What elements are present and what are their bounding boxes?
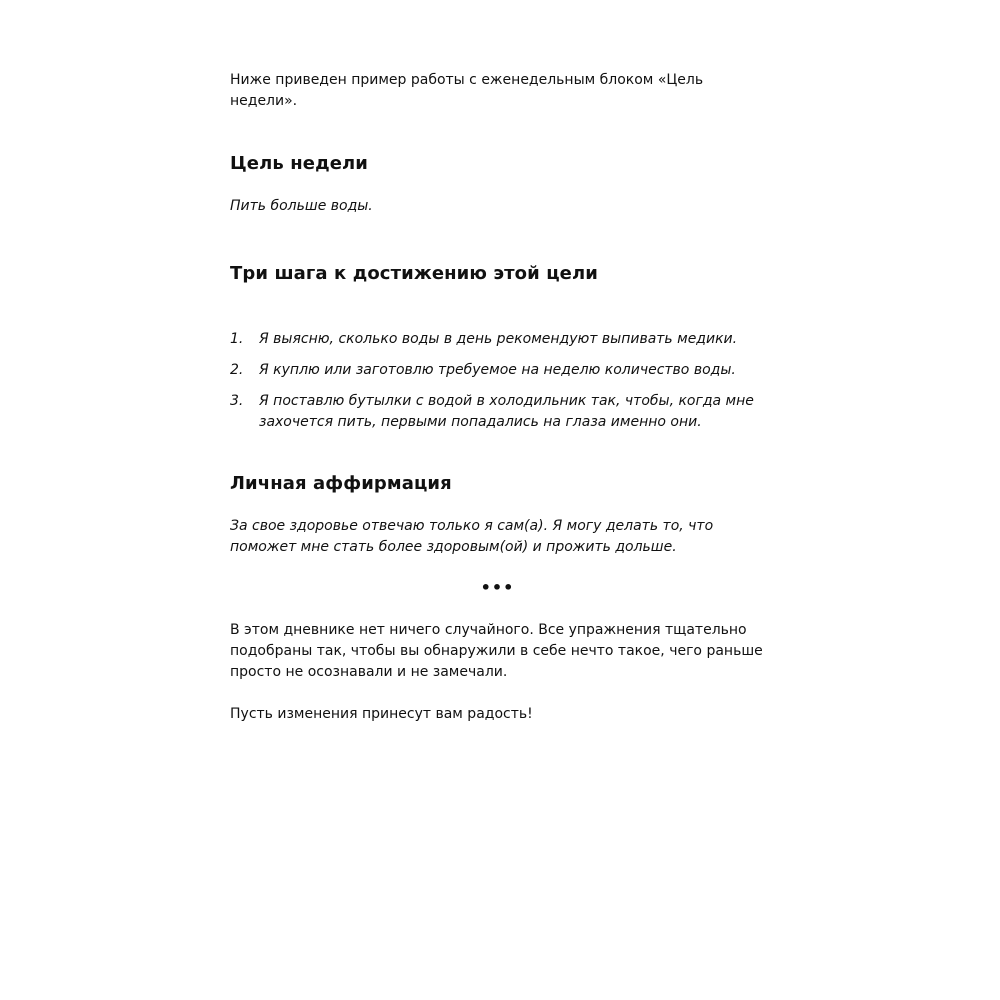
step-number: 1. <box>230 331 244 347</box>
affirmation-heading: Личная аффирмация <box>230 473 452 494</box>
goal-heading: Цель недели <box>230 153 369 174</box>
step-item-1 <box>230 329 765 350</box>
step-text: Я выясню, сколько воды в день рекомендуют выпивать медики. <box>259 331 738 347</box>
step-item-3 <box>230 391 765 433</box>
step-text: Я куплю или заготовлю требуемое на неделю количество воды. <box>259 362 736 378</box>
closing-paragraph-2: Пусть изменения принесут вам радость! <box>230 706 533 722</box>
intro-paragraph: Ниже приведен пример работы с еженедельным блоком «Цель недели». <box>230 72 704 109</box>
step-item-2 <box>230 360 765 381</box>
page-content <box>230 70 765 725</box>
step-text: Я поставлю бутылки с водой в холодильник так, чтобы, когда мне захочется пить, первыми попадались на глаза именно они. <box>259 393 754 430</box>
steps-list <box>230 329 765 433</box>
affirmation-text: За свое здоровье отвечаю только я сам(а). Я могу делать то, что поможет мне стать более здоровым(ой) и прожить дольше. <box>230 518 714 555</box>
goal-text: Пить больше воды. <box>230 198 373 214</box>
step-number: 3. <box>230 393 244 409</box>
section-separator: ••• <box>480 578 515 597</box>
steps-heading: Три шага к достижению этой цели <box>230 263 598 284</box>
closing-paragraph-1: В этом дневнике нет ничего случайного. Все упражнения тщательно подобраны так, чтобы вы обнаружили в себе нечто такое, чего раньше просто не осознавали и не замечали. <box>230 622 763 680</box>
step-number: 2. <box>230 362 244 378</box>
